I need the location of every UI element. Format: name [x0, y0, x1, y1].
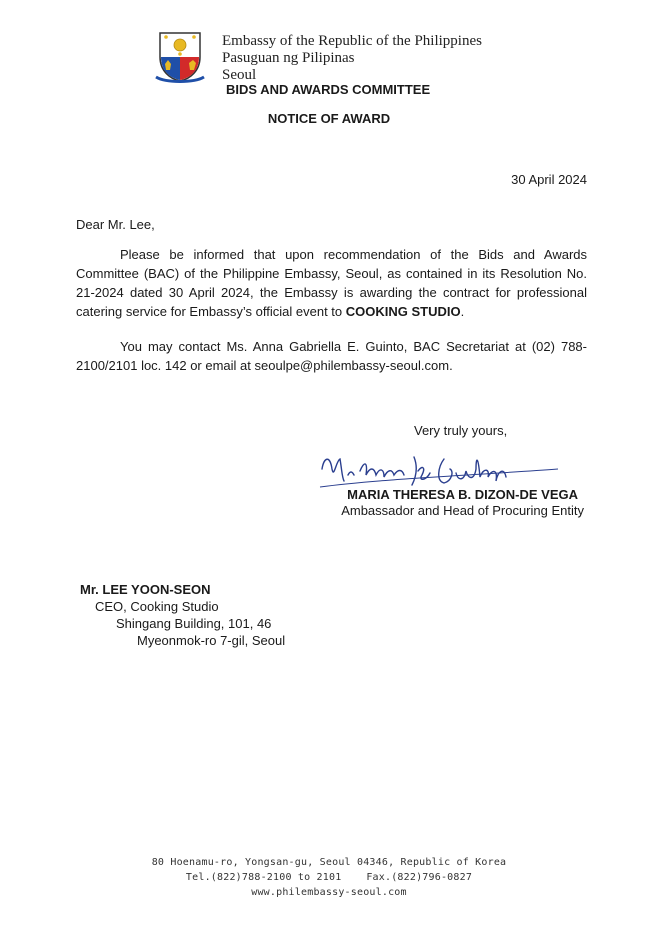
embassy-letterhead [222, 33, 482, 84]
signer-title: Ambassador and Head of Procuring Entity [341, 503, 584, 518]
notice-title: NOTICE OF AWARD [267, 111, 391, 126]
awardee-name: COOKING STUDIO [345, 304, 461, 319]
letterhead-line-city: Seoul [222, 67, 257, 83]
addressee-block [80, 581, 285, 649]
addressee-position: CEO, Cooking Studio [95, 599, 219, 614]
addressee-building: Shingang Building, 101, 46 [116, 616, 272, 631]
philippine-coat-of-arms-seal [152, 27, 208, 83]
footer-address: 80 Hoenamu-ro, Yongsan-gu, Seoul 04346, Republic of Korea [151, 857, 507, 868]
footer-phone-fax: Tel.(822)788-2100 to 2101 Fax.(822)796-0827 [185, 872, 473, 883]
letter-date: 30 April 2024 [511, 172, 587, 187]
letter-footer [0, 855, 658, 900]
addressee-name: Mr. LEE YOON-SEON [80, 582, 211, 597]
footer-website: www.philembassy-seoul.com [251, 887, 407, 898]
award-text: Please be informed that upon recommendation of the Bids and Awards Committee (BAC) of the Philippine Embassy, Seoul, as contained in its Resolution No. 21-2024 dated 30 April 2024, the Embassy is awarding the contract for professional catering service for Embassy’s official event to [76, 247, 587, 319]
award-text-end: . [460, 304, 465, 319]
salutation: Dear Mr. Lee, [76, 217, 155, 232]
body-paragraph-contact: You may contact Ms. Anna Gabriella E. Guinto, BAC Secretariat at (02) 788-2100/2101 loc. 142 or email at seoulpe@philembassy-seoul.com. [76, 339, 587, 373]
body-paragraph-award [76, 245, 587, 321]
letterhead-line-english: Embassy of the Republic of the Philippines [222, 33, 482, 49]
signer-name: MARIA THERESA B. DIZON-DE VEGA [347, 487, 578, 502]
addressee-street: Myeonmok-ro 7-gil, Seoul [137, 633, 286, 648]
letterhead-line-filipino: Pasuguan ng Pilipinas [222, 50, 355, 66]
closing: Very truly yours, [414, 423, 508, 438]
committee-heading: BIDS AND AWARDS COMMITTEE [226, 82, 431, 97]
